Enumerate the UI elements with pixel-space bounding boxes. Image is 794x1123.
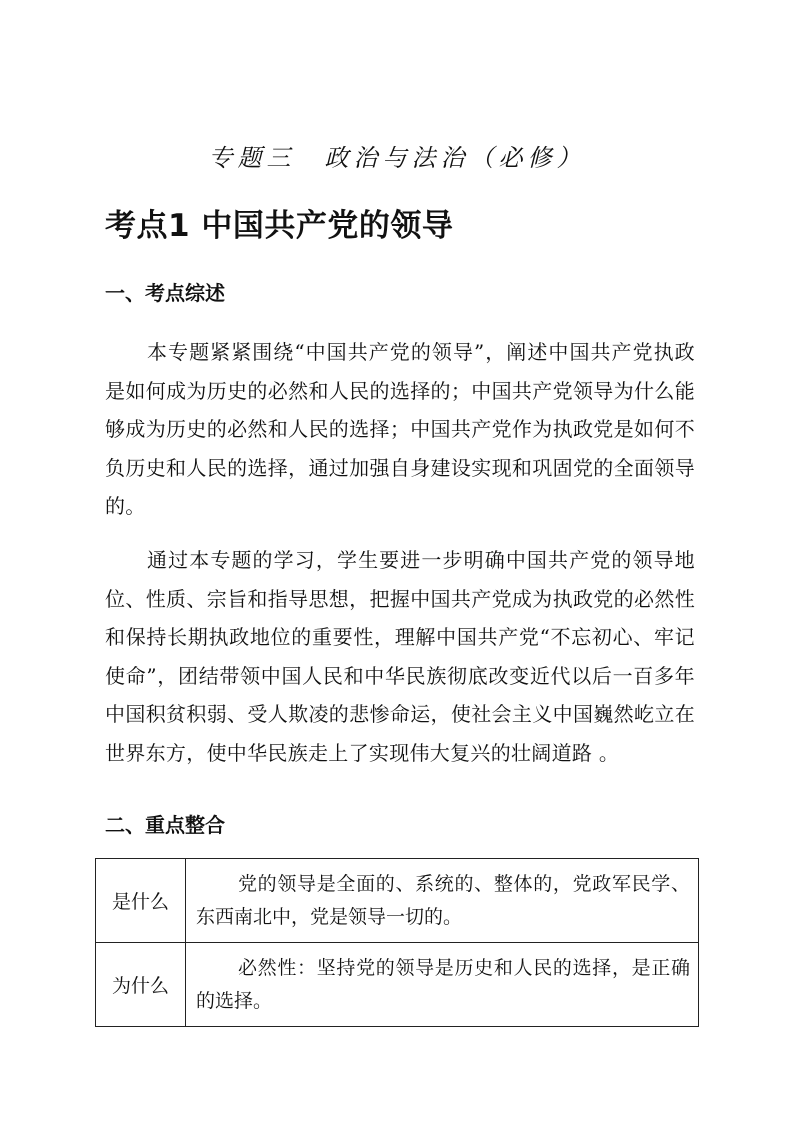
paragraph-learning-goals: 通过本专题的学习，学生要进一步明确中国共产党的领导地位、性质、宗旨和指导思想，把握中国共产党成为执政党的必然性和保持长期执政地位的重要性，理解中国共产党“不忘初心、牢记使命”，团结带领中国人民和中华民族彻底改变近代以后一百多年中国积贫积弱、受人欺凌的悲惨命运，使社会主义中国巍然屹立在世界东方，使中华民族走上了实现伟大复兴的壮阔道路 。 (105, 548, 695, 765)
row-header-what: 是什么 (96, 859, 186, 943)
paragraph-overview: 本专题紧紧围绕“中国共产党的领导”，阐述中国共产党执政是如何成为历史的必然和人民的选择的；中国共产党领导为什么能够成为历史的必然和人民的选择；中国共产党作为执政党是如何不负历史和人民的选择，通过加强自身建设实现和巩固党的全面领导的。 (105, 340, 695, 518)
heading-focus: 二、重点整合 (105, 813, 225, 837)
table-row (96, 859, 699, 943)
focus-table (95, 858, 699, 1027)
row-content-why: 必然性：坚持党的领导是历史和人民的选择，是正确的选择。 (186, 943, 699, 1027)
section-title: 考点1 中国共产党的领导 (105, 208, 454, 244)
special-topic-title: 专题三 政治与法治（必修） (208, 144, 586, 172)
row-header-why: 为什么 (96, 943, 186, 1027)
table-row (96, 943, 699, 1027)
row-content-what: 党的领导是全面的、系统的、整体的，党政军民学、东西南北中，党是领导一切的。 (186, 859, 699, 943)
heading-overview: 一、考点综述 (105, 281, 225, 305)
